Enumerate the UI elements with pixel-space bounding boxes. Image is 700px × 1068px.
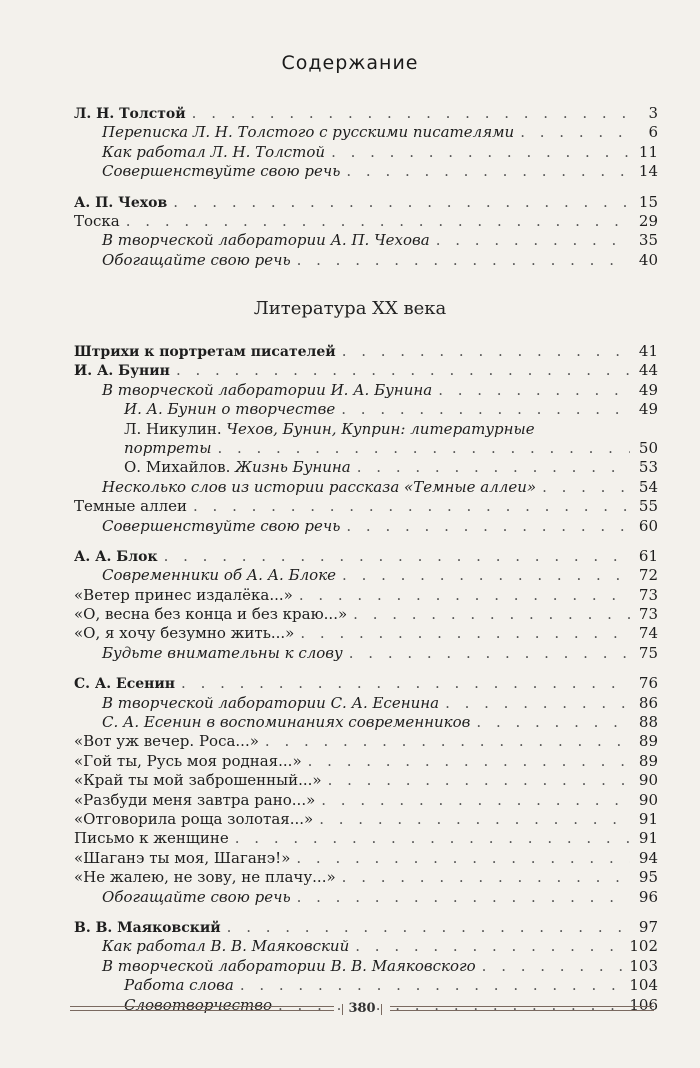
- toc-entry: А. П. Чехов . . . 15: [74, 193, 658, 212]
- toc-entry: В творческой лаборатории И. А. Бунина . . . 49: [74, 381, 658, 400]
- toc-entry: «Отговорила роща золотая...» . . . 91: [74, 810, 658, 829]
- footer-rule-left: [70, 1006, 334, 1011]
- toc-entry: И. А. Бунин . . . 44: [74, 361, 658, 380]
- toc-entry: Письмо к женщине . . . 91: [74, 829, 658, 848]
- toc-entry: Как работал В. В. Маяковский . . . 102: [74, 937, 658, 956]
- toc-entry: А. А. Блок . . . 61: [74, 547, 658, 566]
- toc-entry: Обогащайте свою речь . . . 40: [74, 251, 658, 270]
- toc-entry: Л. Никулин. Чехов, Бунин, Куприн: литературные: [124, 419, 535, 438]
- page-title: Содержание: [281, 52, 419, 74]
- toc-entry: Темные аллеи . . . 55: [74, 497, 658, 516]
- page-footer: [70, 1001, 654, 1016]
- toc-entry: С. А. Есенин в воспоминаниях современников . . . 88: [74, 713, 658, 732]
- section-heading: Литература XX века: [253, 298, 447, 319]
- toc-entry: «Разбуди меня завтра рано...» . . . 90: [74, 791, 658, 810]
- toc-entry: «О, я хочу безумно жить...» . . . 74: [74, 624, 658, 643]
- toc-entry: Переписка Л. Н. Толстого с русскими писателями . . . 6: [74, 123, 658, 142]
- toc-entry: В. В. Маяковский . . . 97: [74, 918, 658, 937]
- toc-block-top: [74, 104, 658, 270]
- toc-entry: Несколько слов из истории рассказа «Темные аллеи» . . . 54: [74, 478, 658, 497]
- toc-entry: В творческой лаборатории А. П. Чехова . . . 35: [74, 231, 658, 250]
- toc-entry: С. А. Есенин . . . 76: [74, 674, 658, 693]
- toc-entry: В творческой лаборатории С. А. Есенина . . . 86: [74, 694, 658, 713]
- toc-block-main: [74, 342, 658, 1015]
- toc-entry: «Гой ты, Русь моя родная...» . . . 89: [74, 752, 658, 771]
- toc-entry: Обогащайте свою речь . . . 96: [74, 888, 658, 907]
- toc-entry: «Не жалею, не зову, не плачу...» . . . 95: [74, 868, 658, 887]
- toc-entry: Совершенствуйте свою речь . . . 14: [74, 162, 658, 181]
- toc-entry: портреты . . . 50: [74, 439, 658, 458]
- footer-rule-right: [390, 1006, 654, 1011]
- toc-entry: «Вот уж вечер. Роса...» . . . 89: [74, 732, 658, 751]
- toc-entry: Работа слова . . . 104: [74, 976, 658, 995]
- toc-entry: Будьте внимательны к слову . . . 75: [74, 644, 658, 663]
- toc-entry: «Шаганэ ты моя, Шаганэ!» . . . 94: [74, 849, 658, 868]
- toc-entry: В творческой лаборатории В. В. Маяковского . . . 103: [74, 957, 658, 976]
- toc-entry: Как работал Л. Н. Толстой . . . 11: [74, 143, 658, 162]
- page-number: 380: [342, 1001, 381, 1016]
- toc-entry: О. Михайлов. Жизнь Бунина . . . 53: [74, 458, 658, 477]
- toc-entry: Л. Н. Толстой . . . 3: [74, 104, 658, 123]
- toc-entry: Словотворчество . . . 106: [74, 996, 658, 1015]
- toc-entry: Совершенствуйте свою речь . . . 60: [74, 517, 658, 536]
- toc-entry: И. А. Бунин о творчестве . . . 49: [74, 400, 658, 419]
- toc-entry: Штрихи к портретам писателей . . . 41: [74, 342, 658, 361]
- toc-entry: Тоска . . . 29: [74, 212, 658, 231]
- toc-entry: «Край ты мой заброшенный...» . . . 90: [74, 771, 658, 790]
- toc-entry: «Ветер принес издалёка...» . . . 73: [74, 586, 658, 605]
- toc-entry: «О, весна без конца и без краю...» . . . 73: [74, 605, 658, 624]
- toc-entry: Современники об А. А. Блоке . . . 72: [74, 566, 658, 585]
